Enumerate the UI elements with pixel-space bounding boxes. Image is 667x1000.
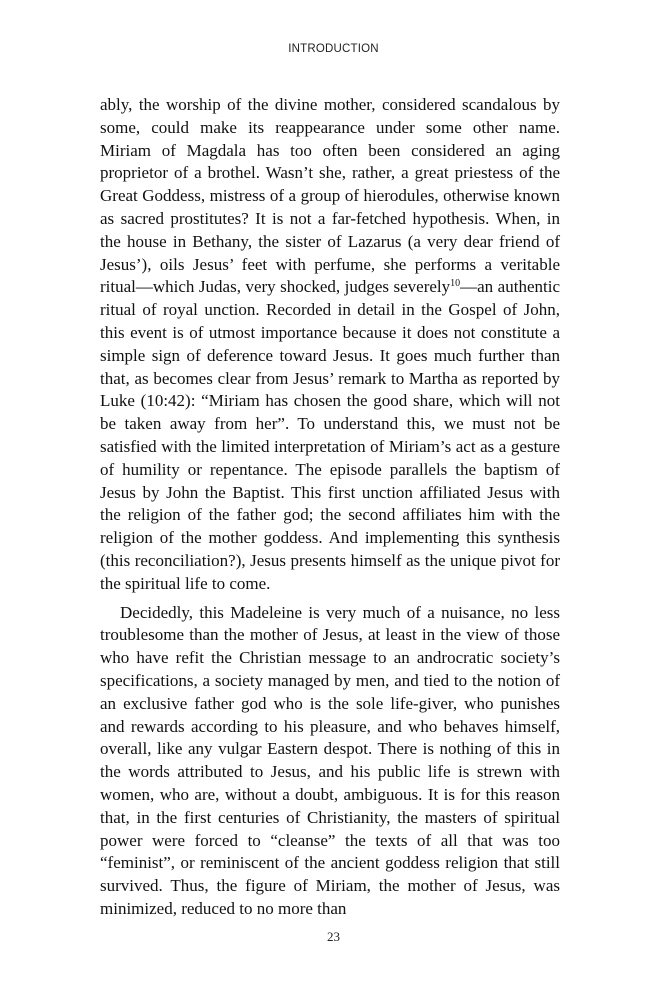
footnote-reference: 10: [450, 278, 461, 290]
running-head: INTRODUCTION: [288, 43, 379, 55]
page-number: 23: [327, 929, 340, 944]
paragraph-1-text-b: —an authentic ritual of royal unction. Recorded in detail in the Gospel of John, this event is of utmost importance because it does not constitute a simple sign of deference toward Jesus. It goes much further than that, as becomes clear from Jesus’ remark to Martha as reported by Luke (10:42): “Miriam has chosen the good share, which will not be taken away from her”. To understand this, we must not be satisfied with the limited interpretation of Miriam’s act as a gesture of humility or repentance. The episode parallels the baptism of Jesus by John the Baptist. This first unction affiliated Jesus with the religion of the father god; the second affiliates him with the religion of the mother goddess. And implementing this synthesis (this reconciliation?), Jesus presents himself as the unique pivot for the spiritual life to come.: [100, 277, 560, 593]
paragraph-2: Decidedly, this Madeleine is very much of a nuisance, no less troublesome than the mother of Jesus, at least in the view of those who have refit the Christian message to an androcratic society’s specifications, a society managed by men, and tied to the notion of an exclusive father god who is the sole life-giver, who punishes and rewards according to his pleasure, and who behaves himself, overall, like any vulgar Eastern despot. There is nothing of this in the words attributed to Jesus, and his public life is strewn with women, who are, without a doubt, ambiguous. It is for this reason that, in the first centuries of Christianity, the masters of spiritual power were forced to “cleanse” the texts of all that was too “feminist”, or reminiscent of the ancient goddess religion that still survived. Thus, the figure of Miriam, the mother of Jesus, was minimized, reduced to no more than: [100, 602, 560, 918]
paragraph-1: [100, 94, 560, 596]
paragraph-1-text-a: ably, the worship of the divine mother, considered scandalous by some, could make its reappearance under some other name. Miriam of Magdala has too often been considered an aging proprietor of a brothel. Wasn’t she, rather, a great priestess of the Great Goddess, mistress of a group of hierodules, otherwise known as sacred prostitutes? It is not a far-fetched hypothesis. When, in the house in Bethany, the sister of Lazarus (a very dear friend of Jesus’), oils Jesus’ feet with perfume, she performs a veritable ritual—which Judas, very shocked, judges severely: [100, 95, 560, 297]
body-text: [100, 94, 560, 921]
